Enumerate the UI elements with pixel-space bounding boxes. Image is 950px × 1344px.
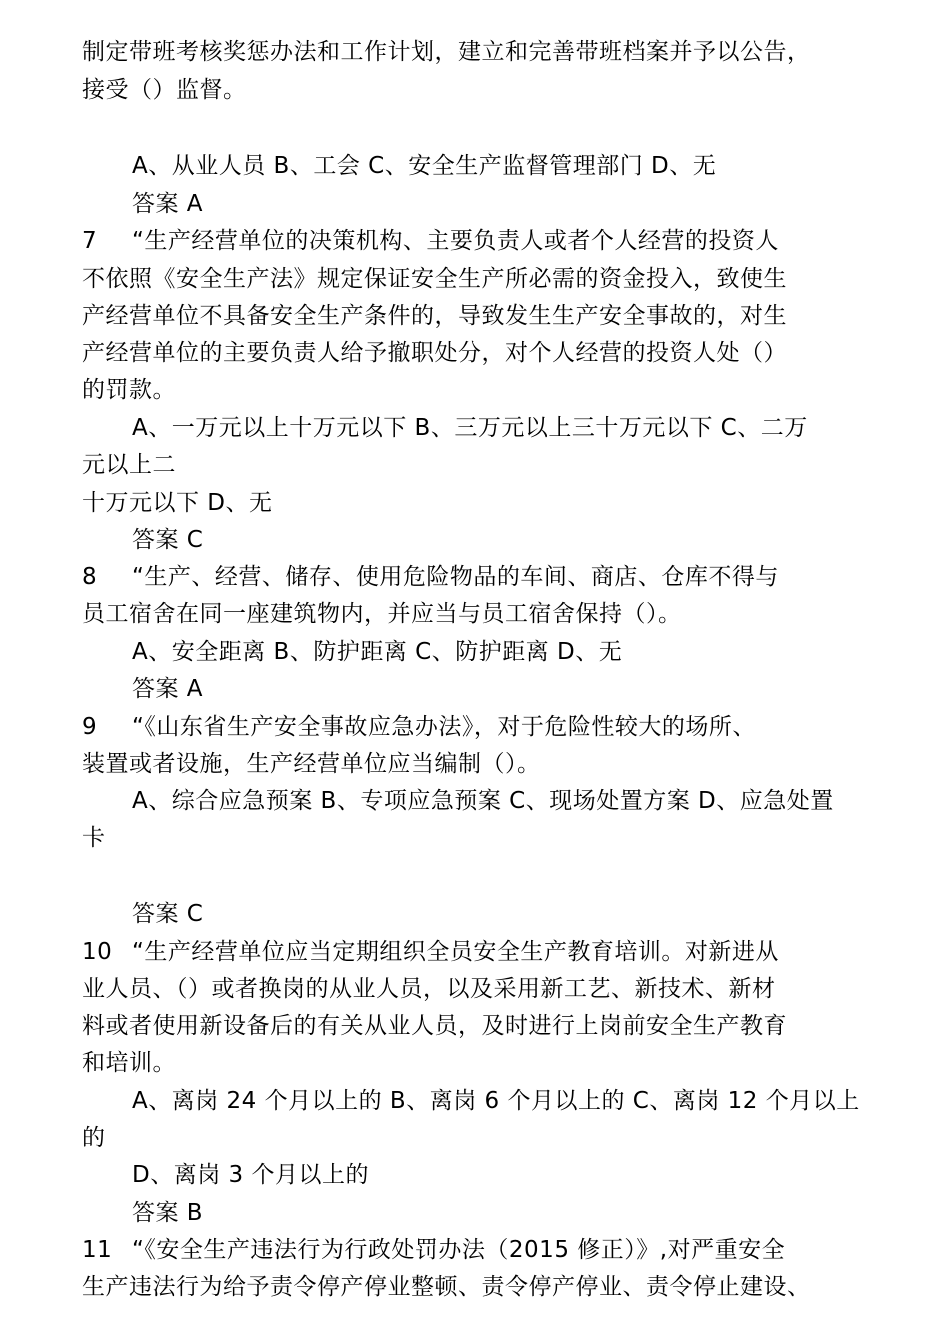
question-text: 员工宿舍在同一座建筑物内，并应当与员工宿舍保持（）。 <box>82 601 682 627</box>
answer-key: 答案 C <box>132 901 204 927</box>
question-text: 料或者使用新设备后的有关从业人员，及时进行上岗前安全生产教育 <box>82 1013 787 1039</box>
question-text: 业人员、（）或者换岗的从业人员，以及采用新工艺、新技术、新材 <box>82 976 776 1002</box>
question-text: 接受（）监督。 <box>82 77 247 103</box>
question-number: 8 <box>82 564 98 590</box>
question-text: 产经营单位不具备安全生产条件的，导致发生生产安全事故的，对生 <box>82 303 787 329</box>
answer-options: A、一万元以上十万元以下 B、三万元以上三十万元以下 C、二万 <box>132 415 808 441</box>
question-7 <box>82 226 779 256</box>
answer-options: D、离岗 3 个月以上的 <box>132 1162 369 1188</box>
question-text: “《安全生产违法行为行政处罚办法（2015 修正）》,对严重安全 <box>132 1237 786 1263</box>
question-number: 9 <box>82 714 98 740</box>
answer-key: 答案 A <box>132 676 204 702</box>
question-text: 制定带班考核奖惩办法和工作计划，建立和完善带班档案并予以公告， <box>82 39 811 65</box>
answer-options: A、从业人员 B、工会 C、安全生产监督管理部门 D、无 <box>132 153 717 179</box>
answer-options: A、离岗 24 个月以上的 B、离岗 6 个月以上的 C、离岗 12 个月以上 <box>132 1088 860 1114</box>
answer-options: A、综合应急预案 B、专项应急预案 C、现场处置方案 D、应急处置 <box>132 788 834 814</box>
question-text: “生产经营单位的决策机构、主要负责人或者个人经营的投资人 <box>132 228 779 254</box>
question-9 <box>82 712 756 742</box>
question-number: 11 <box>82 1237 113 1263</box>
answer-key: 答案 C <box>132 527 204 553</box>
question-number: 7 <box>82 228 98 254</box>
question-8 <box>82 562 779 592</box>
question-10 <box>82 937 779 967</box>
answer-options: A、安全距离 B、防护距离 C、防护距离 D、无 <box>132 639 623 665</box>
answer-options: 元以上二 <box>82 452 176 478</box>
question-text: 产经营单位的主要负责人给予撤职处分，对个人经营的投资人处（） <box>82 340 787 366</box>
answer-options: 卡 <box>82 825 106 851</box>
question-11 <box>82 1235 785 1265</box>
question-text: “《山东省生产安全事故应急办法》，对于危险性较大的场所、 <box>132 714 756 740</box>
answer-options: 的 <box>82 1125 106 1151</box>
answer-key: 答案 A <box>132 191 204 217</box>
question-text: 的罚款。 <box>82 377 176 403</box>
question-text: “生产、经营、储存、使用危险物品的车间、商店、仓库不得与 <box>132 564 779 590</box>
answer-options: 十万元以下 D、无 <box>82 490 273 516</box>
question-text: 生产违法行为给予责令停产停业整顿、责令停产停业、责令停止建设、 <box>82 1274 811 1300</box>
question-text: 不依照《安全生产法》规定保证安全生产所必需的资金投入，致使生 <box>82 266 787 292</box>
question-text: 和培训。 <box>82 1050 176 1076</box>
answer-key: 答案 B <box>132 1200 204 1226</box>
question-text: “生产经营单位应当定期组织全员安全生产教育培训。对新进从 <box>132 939 779 965</box>
question-number: 10 <box>82 939 113 965</box>
question-text: 装置或者设施，生产经营单位应当编制（）。 <box>82 751 541 777</box>
